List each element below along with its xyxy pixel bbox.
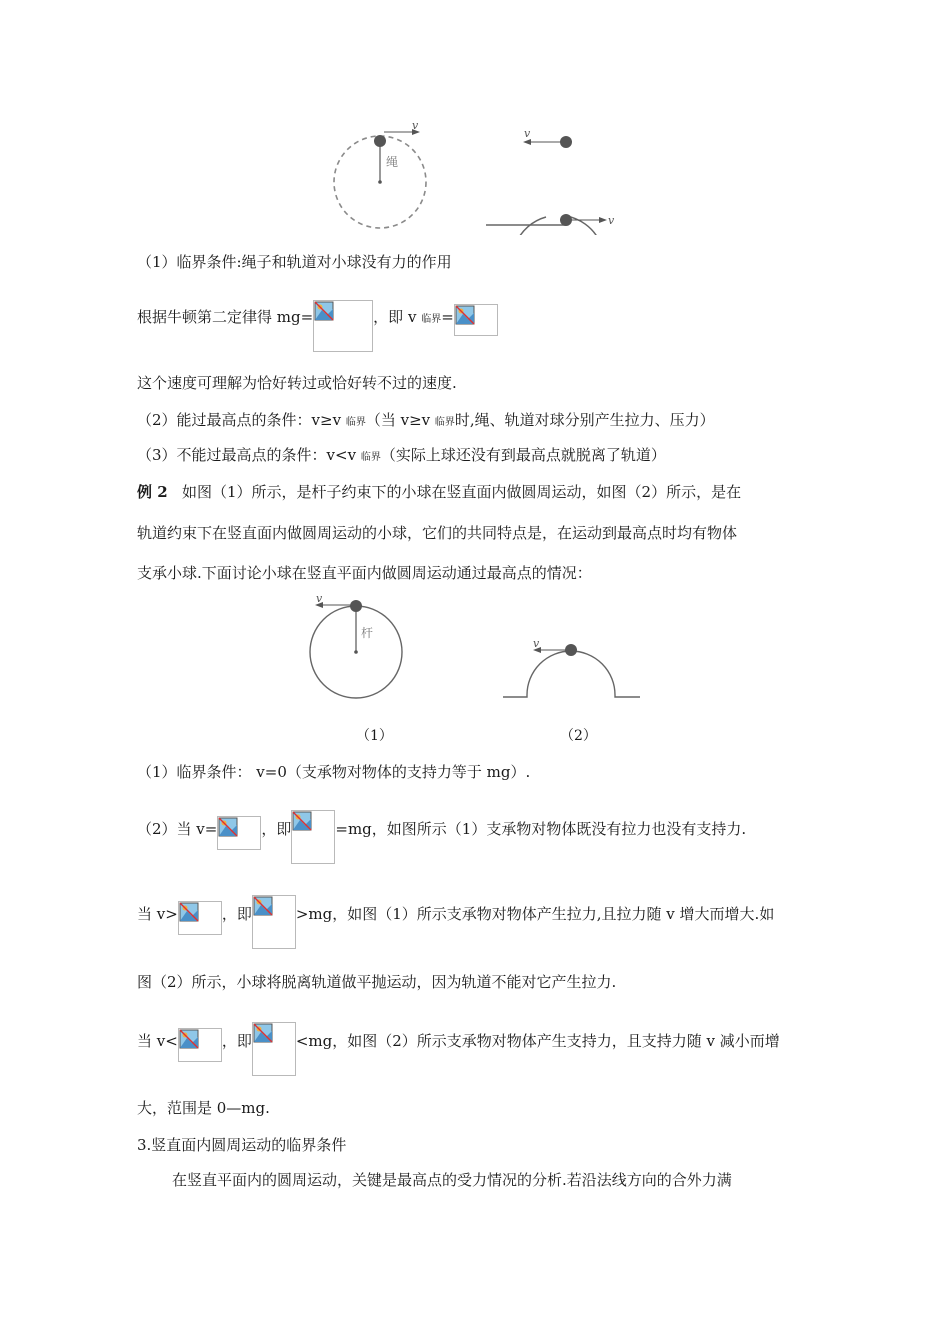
broken-image-icon [253, 1023, 273, 1043]
formula-image-placeholder [454, 304, 498, 336]
formula-image-placeholder [178, 1028, 222, 1062]
example-2-line-1: 例 2 如图（1）所示，是杆子约束下的小球在竖直面内做圆周运动，如图（2）所示，是在 [137, 483, 742, 501]
svg-text:v: v [533, 637, 540, 650]
less-speed-case: 当 v< ，即 <mg，如图（2）所示支承物对物体产生支持力，且支持力随 v 减小而增 [137, 1022, 780, 1076]
formula-image-placeholder [291, 810, 335, 864]
rod-critical-condition: （1）临界条件： v=0（支承物对物体的支持力等于 mg）. [137, 763, 531, 781]
equal-speed-case: （2）当 v= ，即 =mg，如图所示（1）支承物对物体既没有拉力也没有支持力. [137, 810, 746, 864]
track-circle-figure [480, 120, 630, 235]
broken-image-icon [179, 902, 199, 922]
formula-image-placeholder [217, 816, 261, 850]
broken-image-icon [218, 817, 238, 837]
arch-track-figure [500, 630, 645, 705]
example-2-line-3: 支承小球.下面讨论小球在竖直平面内做圆周运动通过最高点的情况： [137, 564, 592, 582]
newton-law-line: 根据牛顿第二定律得 mg= ，即 v 临界= [137, 300, 498, 352]
svg-text:v: v [524, 127, 531, 140]
broken-image-icon [455, 305, 475, 325]
broken-image-icon [292, 811, 312, 831]
speed-explanation: 这个速度可理解为恰好转过或恰好转不过的速度. [137, 374, 457, 392]
rod-circle-figure [300, 595, 415, 710]
figure-caption-2: （2） [560, 728, 597, 744]
section-heading-3: 3.竖直面内圆周运动的临界条件 [137, 1136, 347, 1154]
formula-image-placeholder [252, 1022, 296, 1076]
range-note: 大，范围是 0—mg. [137, 1099, 270, 1117]
v-label: v [412, 119, 419, 132]
rope-circle-figure [300, 110, 460, 230]
critical-condition-1: （1）临界条件:绳子和轨道对小球没有力的作用 [137, 253, 452, 271]
pass-top-condition: （2）能过最高点的条件：v≥v 临界（当 v≥v 临界时,绳、轨道对球分别产生拉力、压力） [137, 411, 715, 429]
projectile-note: 图（2）所示，小球将脱离轨道做平抛运动，因为轨道不能对它产生拉力. [137, 973, 617, 991]
example-2-line-2: 轨道约束下在竖直面内做圆周运动的小球，它们的共同特点是，在运动到最高点时均有物体 [137, 524, 738, 542]
figure-caption-1: （1） [356, 728, 393, 744]
not-pass-top-condition: （3）不能过最高点的条件：v<v 临界（实际上球还没有到最高点就脱离了轨道） [137, 446, 666, 464]
formula-image-placeholder [252, 895, 296, 949]
rod-label: 杆 [361, 626, 374, 640]
broken-image-icon [253, 896, 273, 916]
example-label: 例 2 [137, 483, 168, 501]
final-paragraph: 在竖直平面内的圆周运动，关键是最高点的受力情况的分析.若沿法线方向的合外力满 [172, 1171, 732, 1189]
greater-speed-case: 当 v> ，即 >mg，如图（1）所示支承物对物体产生拉力,且拉力随 v 增大而增大.如 [137, 895, 774, 949]
svg-text:v: v [608, 214, 615, 227]
rope-label: 绳 [386, 155, 399, 169]
broken-image-icon [314, 301, 334, 321]
formula-image-placeholder [313, 300, 373, 352]
formula-image-placeholder [178, 901, 222, 935]
svg-text:v: v [316, 595, 323, 605]
broken-image-icon [179, 1029, 199, 1049]
